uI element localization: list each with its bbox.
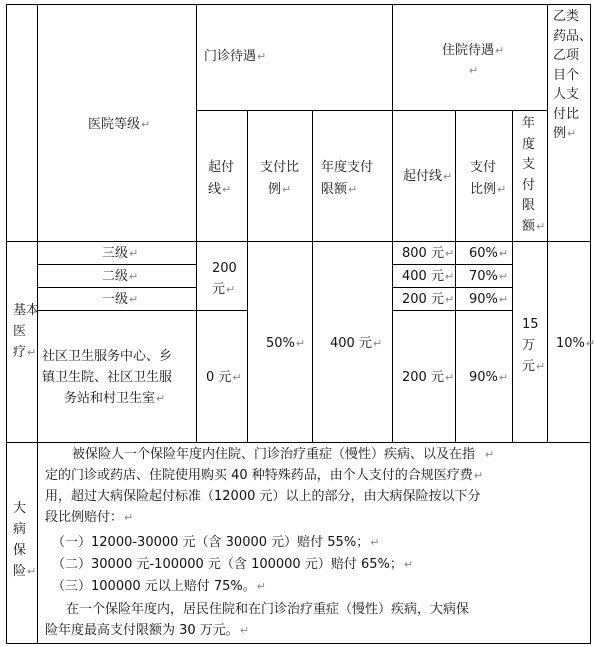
border-left <box>6 4 7 644</box>
level-primary: 一级↵ <box>102 292 139 307</box>
ip-ratio-tertiary: 60%↵ <box>469 246 509 261</box>
level-community: 社区卫生服务中心、乡 镇卫生院、社区卫生服 务站和村卫生室↵ <box>42 349 173 406</box>
level-secondary: 二级↵ <box>102 269 139 284</box>
ip-ratio-secondary: 70%↵ <box>469 269 509 284</box>
ip-ratio-community: 90%↵ <box>469 370 509 385</box>
grid-h <box>37 264 197 265</box>
level-tertiary: 三级↵ <box>102 246 139 261</box>
grid-h <box>6 241 591 242</box>
grid-h <box>392 310 512 311</box>
critical-line: 定的门诊或药店、住院使用购买 40 种特殊药品，由个人支付的合规医疗费↵ <box>45 468 484 483</box>
header-inpatient: 住院待遇↵ <box>442 43 505 58</box>
critical-line: 用，超过大病保险起付标准（12000 元）以上的部分，由大病保险按以下分 <box>45 489 481 504</box>
header-hospital-level: 医院等级↵ <box>88 117 151 132</box>
ip-limit-value: 15 万 元↵ <box>522 317 546 374</box>
op-deductible-hospital: 200 元↵ <box>212 261 237 297</box>
ip-deductible-community: 200 元↵ <box>402 370 455 385</box>
grid-h <box>37 287 197 288</box>
grid-h <box>6 442 591 443</box>
critical-line: 段比例赔付：↵ <box>45 510 134 525</box>
ip-deductible-tertiary: 800 元↵ <box>402 246 455 261</box>
border-top <box>6 4 591 5</box>
grid-h <box>37 310 197 311</box>
border-bottom <box>6 643 591 644</box>
grid-h <box>392 264 512 265</box>
critical-line: 被保险人一个保险年度内住院、门诊治疗重症（慢性）疾病、以及在指 ↵ <box>72 447 495 462</box>
header-op-limit: 年度支付 限额↵ <box>321 160 374 197</box>
op-ratio: 50%↵ <box>266 336 306 351</box>
basic-medical-label: 基本 医 疗↵ <box>13 303 40 360</box>
op-limit: 400 元↵ <box>330 336 383 351</box>
grid-h <box>392 287 512 288</box>
critical-line: （三）100000 元以上赔付 75%。↵ <box>52 579 267 594</box>
grid-v <box>547 4 548 443</box>
grid-v <box>455 110 456 443</box>
grid-v <box>247 110 248 443</box>
grid-v <box>392 4 393 443</box>
header-outpatient: 门诊待遇↵ <box>204 49 267 64</box>
ip-deductible-primary: 200 元↵ <box>402 292 455 307</box>
grid-v <box>312 110 313 443</box>
op-deductible-community: 0 元↵ <box>206 370 242 385</box>
critical-insurance-label: 大 病 保 险↵ <box>13 501 37 579</box>
grid-h <box>196 310 248 311</box>
critical-line: 险年度最高支付限额为 30 万元。↵ <box>45 623 250 638</box>
grid-h <box>196 110 548 111</box>
header-class-b: 乙类 药品、 乙项 目个 人支 付比 例↵ <box>553 9 593 141</box>
grid-v <box>196 4 197 443</box>
header-op-deductible: 起付 线↵ <box>208 160 235 197</box>
ip-ratio-primary: 90%↵ <box>469 292 509 307</box>
header-ip-ratio: 支付 比例↵ <box>470 160 507 197</box>
header-op-ratio: 支付比 例↵ <box>260 160 300 197</box>
header-ip-deductible: 起付线↵ <box>403 169 453 184</box>
return-mark: ↵ <box>469 64 479 77</box>
ip-deductible-secondary: 400 元↵ <box>402 269 455 284</box>
header-ip-limit: 年 度 支 付 限 额↵ <box>522 116 546 234</box>
critical-line: 在一个保险年度内，居民住院和在门诊治疗重症（慢性）疾病，大病保 <box>66 602 470 617</box>
grid-v <box>512 110 513 443</box>
class-b-ratio: 10%↵ <box>556 336 595 351</box>
critical-line: （二）30000 元-100000 元（含 100000 元）赔付 65%；↵ <box>52 557 414 572</box>
critical-line: （一）12000-30000 元（含 30000 元）赔付 55%；↵ <box>52 535 380 550</box>
